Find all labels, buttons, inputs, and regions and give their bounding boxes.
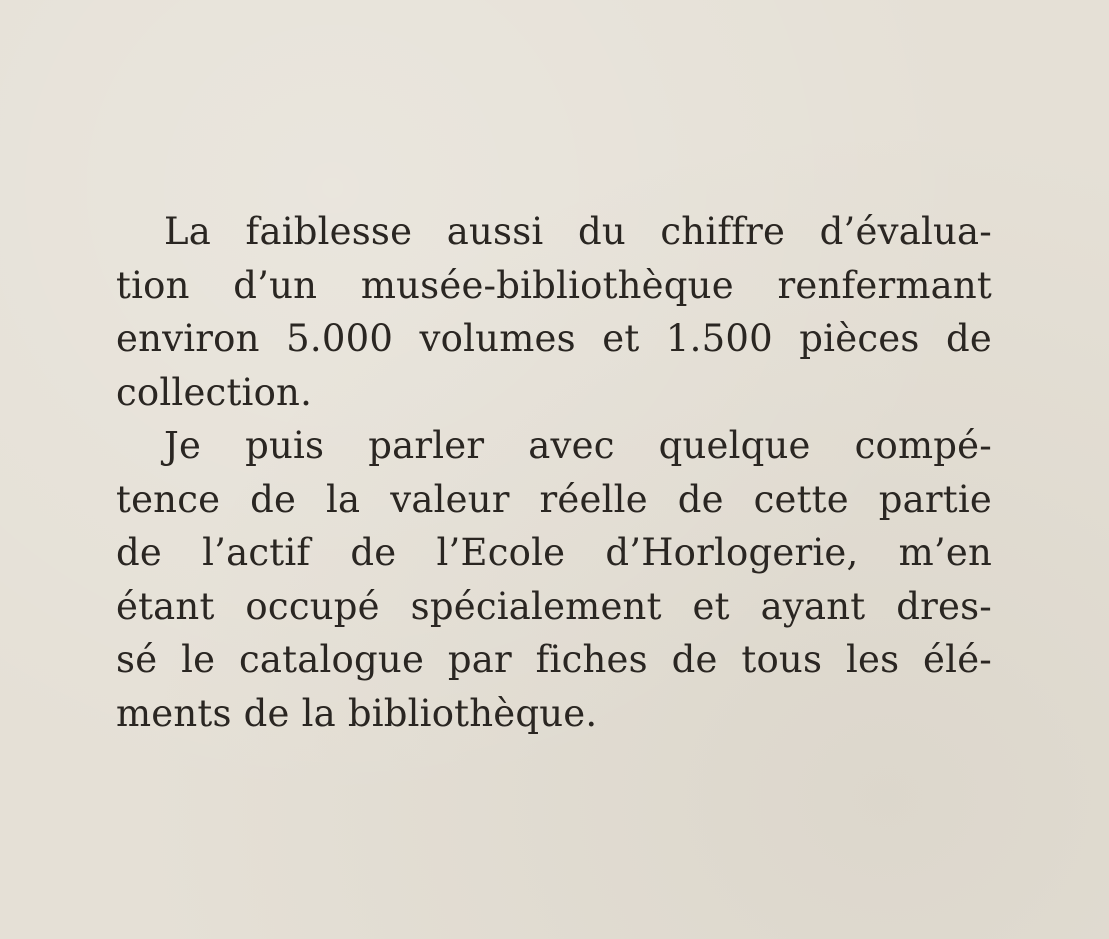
paragraph-2 <box>116 419 992 740</box>
paragraph-1 <box>116 205 992 419</box>
text-line: tence de la valeur réelle de cette partie <box>116 477 992 521</box>
text-line: La faiblesse aussi du chiffre d’évalua- <box>164 210 992 253</box>
text-line: Je puis parler avec quelque compé- <box>164 424 992 467</box>
text-line: sé le catalogue par fiches de tous les élé- <box>116 638 992 681</box>
text-line: étant occupé spécialement et ayant dres- <box>116 584 992 628</box>
body-text <box>116 205 992 740</box>
text-line: tion d’un musée-bibliothèque renfermant <box>116 263 992 307</box>
text-line: ments de la bibliothèque. <box>116 691 598 735</box>
text-line: de l’actif de l’Ecole d’Horlogerie, m’en <box>116 531 992 574</box>
text-line: environ 5.000 volumes et 1.500 pièces de <box>116 317 992 360</box>
text-line: collection. <box>116 370 313 414</box>
